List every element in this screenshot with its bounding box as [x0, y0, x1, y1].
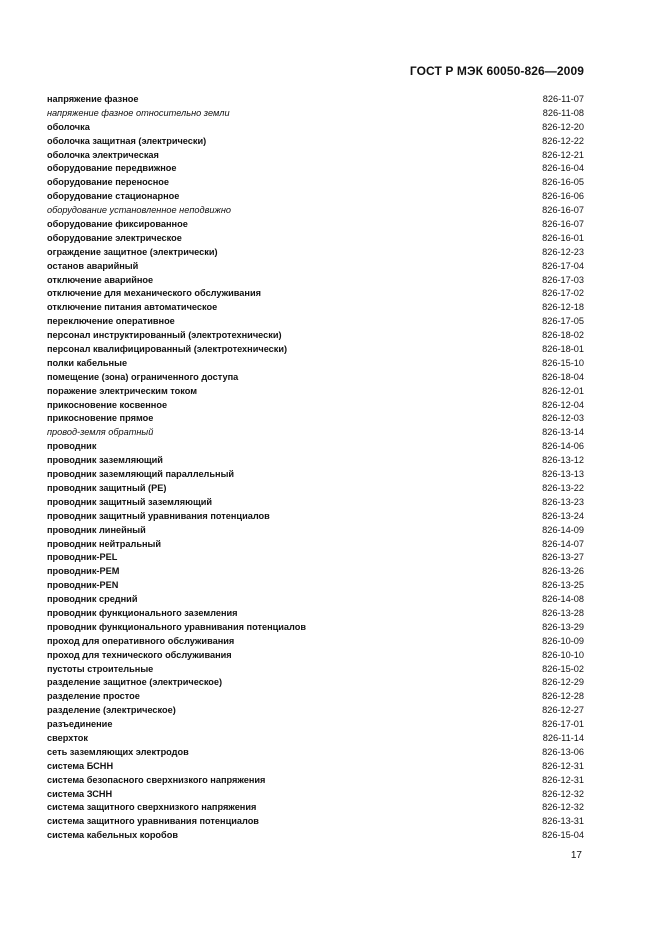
index-row — [47, 774, 584, 788]
index-code: 826-17-04 — [542, 260, 584, 271]
index-term: проводник — [47, 441, 97, 452]
index-term: оборудование фиксированное — [47, 219, 188, 230]
index-code: 826-12-29 — [542, 677, 584, 688]
index-row — [47, 482, 584, 496]
index-term: проводник линейный — [47, 524, 146, 535]
index-code: 826-16-07 — [542, 219, 584, 230]
index-term: напряжение фазное относительно земли — [47, 107, 230, 118]
index-code: 826-12-31 — [542, 774, 584, 785]
index-term: оборудование установленное неподвижно — [47, 205, 231, 216]
index-term: персонал инструктированный (электротехнически) — [47, 330, 282, 341]
index-row — [47, 649, 584, 663]
index-term: разделение (электрическое) — [47, 705, 176, 716]
index-term: оборудование передвижное — [47, 163, 177, 174]
index-code: 826-16-05 — [542, 177, 584, 188]
index-code: 826-14-08 — [542, 594, 584, 605]
index-row — [47, 565, 584, 579]
index-code: 826-12-32 — [542, 802, 584, 813]
index-code: 826-15-10 — [542, 357, 584, 368]
index-row — [47, 746, 584, 760]
index-row — [47, 176, 584, 190]
index-term: отключение аварийное — [47, 274, 154, 285]
index-row — [47, 676, 584, 690]
index-term: проход для технического обслуживания — [47, 649, 232, 660]
index-code: 826-16-07 — [542, 205, 584, 216]
index-code: 826-16-06 — [542, 191, 584, 202]
index-code: 826-11-14 — [542, 732, 584, 743]
index-row — [47, 315, 584, 329]
index-code: 826-12-03 — [542, 413, 584, 424]
index-term: проводник функционального заземления — [47, 607, 238, 618]
index-term: останов аварийный — [47, 260, 139, 271]
index-code: 826-12-32 — [542, 788, 584, 799]
index-term: разделение защитное (электрическое) — [47, 677, 223, 688]
index-code: 826-13-24 — [542, 510, 584, 521]
index-row — [47, 121, 584, 135]
index-row — [47, 815, 584, 829]
index-row — [47, 287, 584, 301]
index-row — [47, 524, 584, 538]
index-term: сверхток — [47, 732, 88, 743]
index-row — [47, 593, 584, 607]
index-term: сеть заземляющих электродов — [47, 746, 189, 757]
index-term: система защитного сверхнизкого напряжения — [47, 802, 257, 813]
index-row — [47, 301, 584, 315]
index-term: оболочка защитная (электрически) — [47, 135, 207, 146]
index-code: 826-16-01 — [542, 232, 584, 243]
index-code: 826-18-04 — [542, 371, 584, 382]
index-code: 826-14-09 — [542, 524, 584, 535]
index-row — [47, 440, 584, 454]
index-code: 826-17-01 — [542, 719, 584, 730]
index-row — [47, 510, 584, 524]
index-term: проводник функционального уравнивания потенциалов — [47, 621, 307, 632]
index-code: 826-13-26 — [542, 566, 584, 577]
index-code: 826-13-06 — [542, 746, 584, 757]
index-term: оболочка электрическая — [47, 149, 159, 160]
index-row — [47, 704, 584, 718]
index-row — [47, 788, 584, 802]
index-code: 826-13-27 — [542, 552, 584, 563]
index-term: система ЗСНН — [47, 788, 113, 799]
index-list — [47, 93, 584, 843]
page-number: 17 — [570, 850, 582, 861]
index-row — [47, 690, 584, 704]
index-row — [47, 663, 584, 677]
index-term: проводник защитный заземляющий — [47, 496, 213, 507]
index-term: ограждение защитное (электрически) — [47, 246, 218, 257]
index-term: система безопасного сверхнизкого напряжения — [47, 774, 266, 785]
index-code: 826-17-03 — [542, 274, 584, 285]
index-code: 826-12-20 — [542, 121, 584, 132]
index-term: проводник нейтральный — [47, 538, 162, 549]
index-term: система БСНН — [47, 760, 114, 771]
index-row — [47, 218, 584, 232]
index-term: система кабельных коробов — [47, 830, 178, 841]
index-term: проводник защитный уравнивания потенциалов — [47, 510, 270, 521]
index-code: 826-15-04 — [542, 830, 584, 841]
index-row — [47, 232, 584, 246]
index-row — [47, 551, 584, 565]
index-term: разделение простое — [47, 691, 140, 702]
index-row — [47, 385, 584, 399]
index-row — [47, 107, 584, 121]
index-row — [47, 162, 584, 176]
index-code: 826-12-04 — [542, 399, 584, 410]
index-code: 826-18-01 — [542, 344, 584, 355]
index-code: 826-11-07 — [542, 94, 584, 104]
index-code: 826-12-28 — [542, 691, 584, 702]
index-row — [47, 718, 584, 732]
index-code: 826-13-13 — [542, 469, 584, 480]
index-term: напряжение фазное — [47, 94, 139, 104]
index-code: 826-10-10 — [542, 649, 584, 660]
index-term: отключение для механического обслуживания — [47, 288, 261, 299]
index-code: 826-10-09 — [542, 635, 584, 646]
index-code: 826-12-23 — [542, 246, 584, 257]
index-row — [47, 426, 584, 440]
index-term: проводник защитный (PE) — [47, 482, 167, 493]
index-row — [47, 579, 584, 593]
index-term: проводник-PEM — [47, 566, 120, 577]
index-row — [47, 93, 584, 107]
index-row — [47, 190, 584, 204]
index-row — [47, 468, 584, 482]
index-code: 826-12-22 — [542, 135, 584, 146]
index-row — [47, 246, 584, 260]
index-code: 826-12-31 — [542, 760, 584, 771]
index-row — [47, 607, 584, 621]
index-code: 826-17-02 — [542, 288, 584, 299]
index-term: оборудование электрическое — [47, 232, 182, 243]
index-term: пустоты строительные — [47, 663, 154, 674]
index-code: 826-15-02 — [542, 663, 584, 674]
index-row — [47, 329, 584, 343]
index-row — [47, 801, 584, 815]
index-code: 826-13-23 — [542, 496, 584, 507]
index-term: разъединение — [47, 719, 113, 730]
index-term: оборудование переносное — [47, 177, 170, 188]
index-row — [47, 274, 584, 288]
index-code: 826-12-27 — [542, 705, 584, 716]
index-term: проводник заземляющий параллельный — [47, 469, 235, 480]
index-row — [47, 371, 584, 385]
index-code: 826-13-28 — [542, 607, 584, 618]
index-term: система защитного уравнивания потенциалов — [47, 816, 259, 827]
index-row — [47, 204, 584, 218]
index-term: прикосновение косвенное — [47, 399, 168, 410]
index-term: проводник-PEN — [47, 580, 119, 591]
index-code: 826-13-25 — [542, 580, 584, 591]
index-code: 826-12-01 — [542, 385, 584, 396]
index-row — [47, 538, 584, 552]
index-term: отключение питания автоматическое — [47, 302, 218, 313]
index-term: проводник-PEL — [47, 552, 118, 563]
index-code: 826-12-18 — [542, 302, 584, 313]
index-code: 826-14-07 — [542, 538, 584, 549]
index-row — [47, 260, 584, 274]
index-code: 826-12-21 — [542, 149, 584, 160]
index-row — [47, 621, 584, 635]
index-code: 826-13-29 — [542, 621, 584, 632]
index-row — [47, 135, 584, 149]
index-row — [47, 399, 584, 413]
index-code: 826-17-05 — [542, 316, 584, 327]
index-code: 826-13-14 — [542, 427, 584, 438]
index-code: 826-18-02 — [542, 330, 584, 341]
index-term: переключение оперативное — [47, 316, 175, 327]
index-term: помещение (зона) ограниченного доступа — [47, 371, 239, 382]
index-code: 826-11-08 — [542, 107, 584, 118]
index-row — [47, 343, 584, 357]
index-term: оболочка — [47, 121, 90, 132]
index-term: оборудование стационарное — [47, 191, 180, 202]
index-term: проход для оперативного обслуживания — [47, 635, 235, 646]
index-row — [47, 149, 584, 163]
index-code: 826-14-06 — [542, 441, 584, 452]
document-header: ГОСТ Р МЭК 60050-826—2009 — [409, 64, 584, 78]
index-term: полки кабельные — [47, 357, 128, 368]
index-term: провод-земля обратный — [47, 427, 154, 438]
index-row — [47, 412, 584, 426]
index-row — [47, 760, 584, 774]
index-code: 826-13-12 — [542, 455, 584, 466]
index-row — [47, 635, 584, 649]
index-code: 826-16-04 — [542, 163, 584, 174]
index-row — [47, 454, 584, 468]
index-code: 826-13-22 — [542, 482, 584, 493]
index-term: прикосновение прямое — [47, 413, 154, 424]
index-code: 826-13-31 — [542, 816, 584, 827]
index-row — [47, 732, 584, 746]
index-term: проводник средний — [47, 594, 138, 605]
index-term: поражение электрическим током — [47, 385, 198, 396]
index-row — [47, 829, 584, 843]
index-row — [47, 496, 584, 510]
index-term: персонал квалифицированный (электротехнически) — [47, 344, 288, 355]
index-row — [47, 357, 584, 371]
index-term: проводник заземляющий — [47, 455, 163, 466]
